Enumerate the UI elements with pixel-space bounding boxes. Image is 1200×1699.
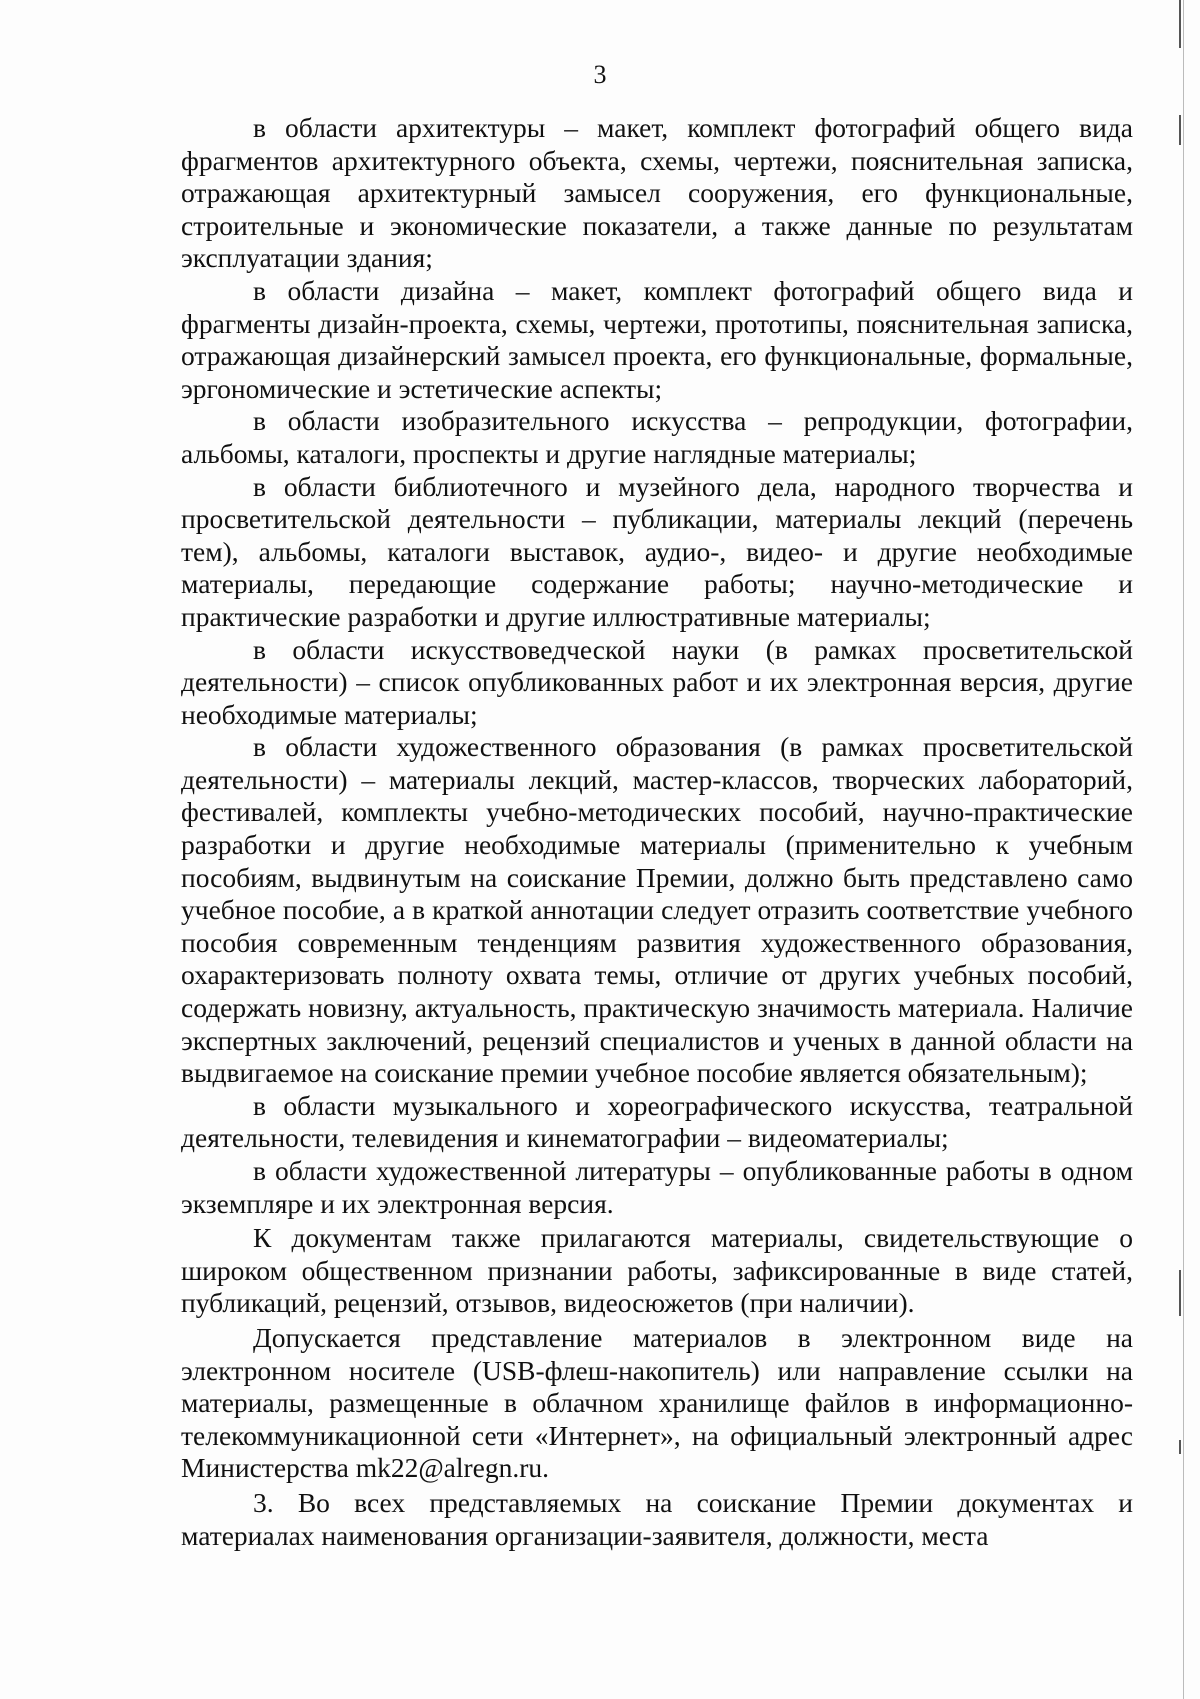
scan-edge-mark [1179, 0, 1181, 48]
paragraph-art-education: в области художественного образования (в рамках просветительской деятельности) – материалы лекций, мастер-классов, творческих лабораторий, фестивалей, комплекты учебно-методических пособий, научно-практические разработки и другие необходимые материалы (применительно к учебным пособиям, выдвинутым на соискание Премии, должно быть представлено само учебное пособие, а в краткой аннотации следует отразить соответствие учебного пособия современным тенденциям развития художественного образования, охарактеризовать полноту охвата темы, отличие от других учебных пособий, содержать новизну, актуальность, практическую значимость материала. Наличие экспертных заключений, рецензий специалистов и ученых в данной области на выдвигаемое на соискание премии учебное пособие является обязательным); [181, 731, 1133, 1089]
scan-edge-mark [1179, 115, 1181, 145]
document-body [181, 112, 1133, 1552]
paragraph-item-3: 3. Во всех представляемых на соискание Премии документах и материалах наименования организации-заявителя, должности, места [181, 1486, 1133, 1551]
page-number: 3 [593, 60, 607, 89]
paragraph-design: в области дизайна – макет, комплект фотографий общего вида и фрагменты дизайн-проекта, схемы, чертежи, прототипы, пояснительная записка, отражающая дизайнерский замысел проекта, его функциональные, формальные, эргономические и эстетические аспекты; [181, 274, 1133, 404]
paragraph-music-choreography: в области музыкального и хореографического искусства, театральной деятельности, телевидения и кинематографии – видеоматериалы; [181, 1089, 1133, 1154]
paragraph-library-museum: в области библиотечного и музейного дела, народного творчества и просветительской деятельности – публикации, материалы лекций (перечень тем), альбомы, каталоги выставок, аудио-, видео- и другие необходимые материалы, передающие содержание работы; научно-методические и практические разработки и другие иллюстративные материалы; [181, 470, 1133, 632]
scan-edge-mark [1179, 1440, 1181, 1454]
scan-edge-mark [1179, 1270, 1181, 1316]
paragraph-fine-arts: в области изобразительного искусства – репродукции, фотографии, альбомы, каталоги, проспекты и другие наглядные материалы; [181, 405, 1133, 469]
paragraph-architecture: в области архитектуры – макет, комплект фотографий общего вида фрагментов архитектурного объекта, схемы, чертежи, пояснительная записка, отражающая архитектурный замысел сооружения, его функциональные, строительные и экономические показатели, а также данные по результатам эксплуатации здания; [181, 112, 1133, 274]
paragraph-literature: в области художественной литературы – опубликованные работы в одном экземпляре и их электронная версия. [181, 1155, 1133, 1219]
scan-edge-line [1183, 0, 1184, 1699]
paragraph-art-science: в области искусствоведческой науки (в рамках просветительской деятельности) – список опубликованных работ и их электронная версия, другие необходимые материалы; [181, 633, 1133, 730]
paragraph-public-recognition: К документам также прилагаются материалы, свидетельствующие о широком общественном признании работы, зафиксированные в виде статей, публикаций, рецензий, отзывов, видеосюжетов (при наличии). [181, 1222, 1133, 1319]
paragraph-electronic-submission: Допускается представление материалов в электронном виде на электронном носителе (USB-флеш-накопитель) или направление ссылки на материалы, размещенные в облачном хранилище файлов в информационно-телекоммуникационной сети «Интернет», на официальный электронный адрес Министерства mk22@alregn.ru. [181, 1321, 1133, 1484]
